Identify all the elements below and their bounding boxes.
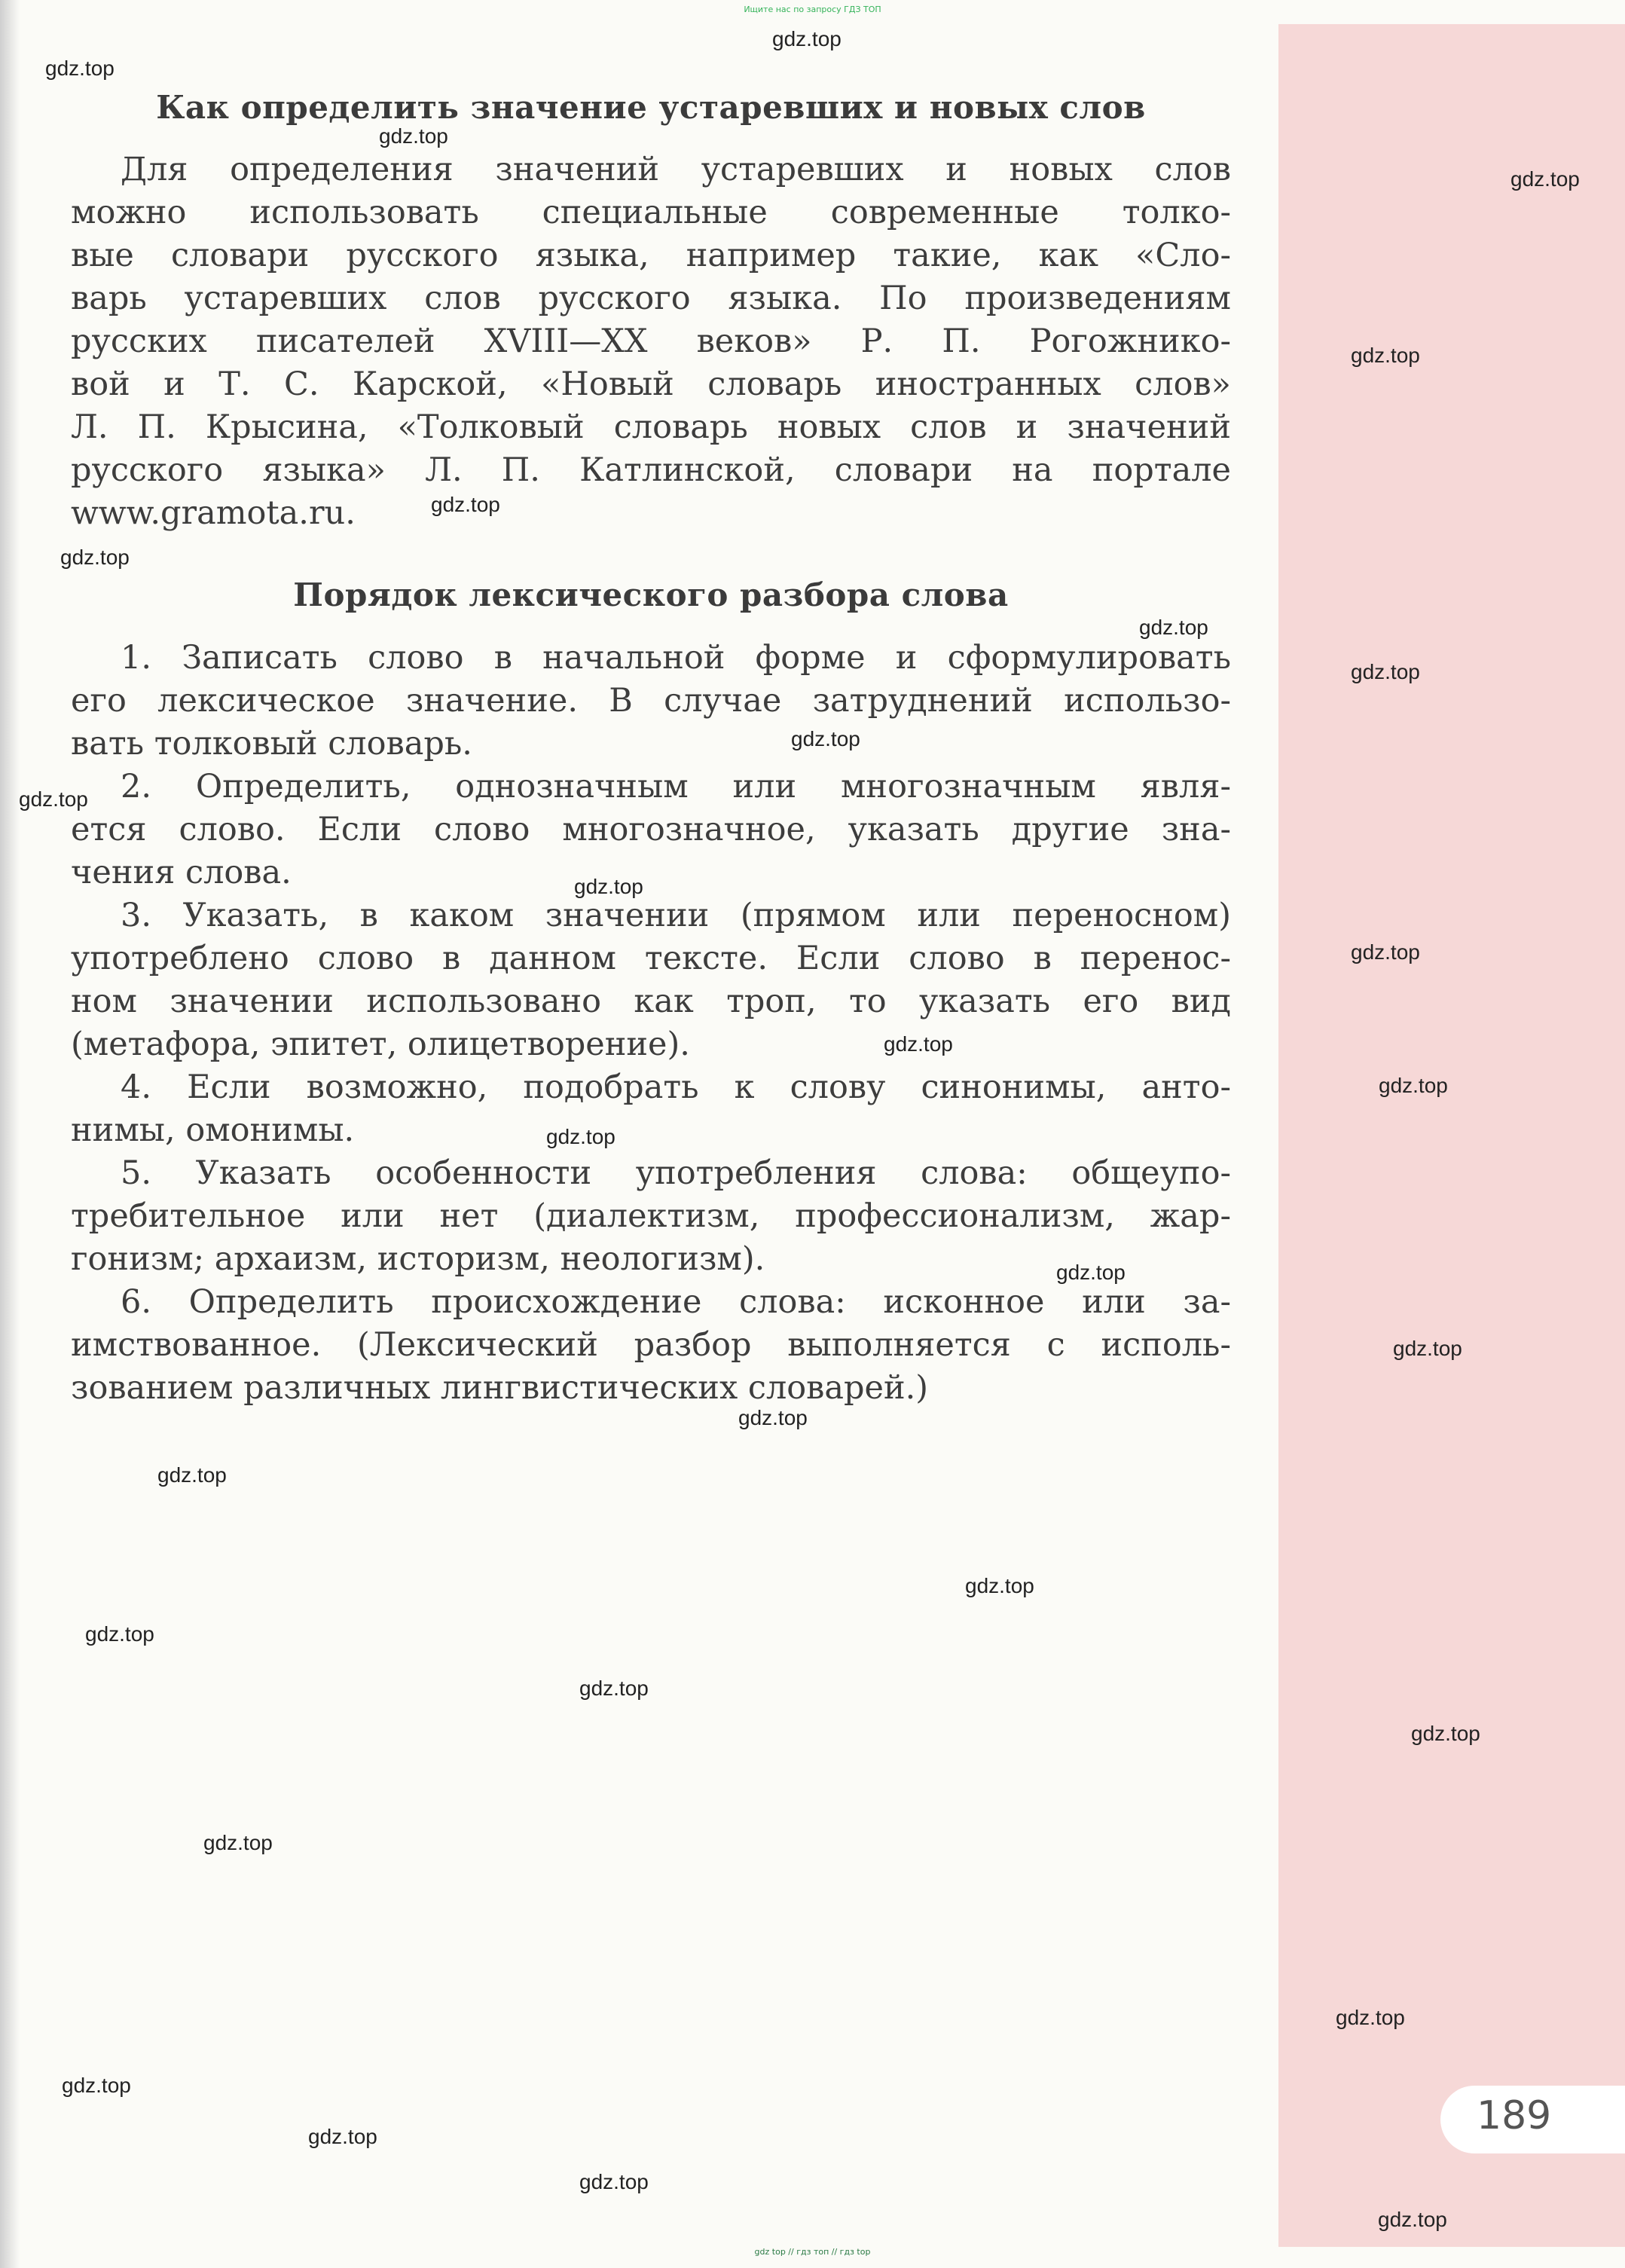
watermark: gdz.top — [1351, 344, 1420, 367]
watermark: gdz.top — [1139, 616, 1208, 639]
watermark: gdz.top — [574, 875, 643, 898]
watermark: gdz.top — [19, 787, 88, 811]
text-line: гонизм; архаизм, историзм, неологизм). — [71, 1240, 765, 1278]
watermark: gdz.top — [1510, 167, 1580, 191]
watermark: gdz.top — [85, 1622, 154, 1646]
text-line: (метафора, эпитет, олицетворение). — [71, 1025, 690, 1063]
watermark: gdz.top — [579, 2170, 649, 2193]
list-item-1: 1. Записать слово в начальной форме и сформулировать — [121, 639, 1231, 677]
text-line: ном значении использовано как троп, то указать его вид — [71, 983, 1231, 1020]
list-item-2: 2. Определить, однозначным или многозначным явля- — [121, 768, 1231, 805]
watermark: gdz.top — [431, 493, 500, 516]
text-line: имствованное. (Лексический разбор выполняется с исполь- — [71, 1326, 1231, 1364]
text-line: можно использовать специальные современные толко- — [71, 194, 1231, 231]
text-line: требительное или нет (диалектизм, профессионализм, жар- — [71, 1197, 1231, 1235]
watermark: gdz.top — [1379, 1074, 1448, 1097]
watermark: gdz.top — [60, 546, 130, 569]
text-line: русского языка» Л. П. Катлинской, словари на портале — [71, 451, 1231, 489]
watermark: gdz.top — [772, 27, 842, 50]
watermark: gdz.top — [884, 1032, 953, 1056]
watermark: gdz.top — [45, 57, 115, 80]
watermark: gdz.top — [1378, 2208, 1447, 2231]
text-line: чения слова. — [71, 854, 292, 891]
watermark: gdz.top — [62, 2074, 131, 2097]
page-number: 189 — [1477, 2093, 1552, 2138]
text-line: варь устаревших слов русского языка. По произведениям — [71, 280, 1231, 317]
top-banner: Ищите нас по запросу ГДЗ ТОП — [744, 5, 881, 14]
section2-list — [71, 637, 1231, 1410]
watermark: gdz.top — [157, 1463, 227, 1487]
text-line: Л. П. Крысина, «Толковый словарь новых слов и значений — [71, 408, 1231, 446]
bottom-banner: gdz top // гдз топ // гдз top — [754, 2247, 871, 2257]
page-gutter-shade — [0, 0, 20, 2268]
watermark: gdz.top — [1351, 940, 1420, 964]
watermark: gdz.top — [1393, 1337, 1462, 1360]
watermark: gdz.top — [1351, 660, 1420, 683]
text-line: зованием различных лингвистических словарей.) — [71, 1369, 929, 1407]
list-item-4: 4. Если возможно, подобрать к слову синонимы, анто- — [121, 1068, 1231, 1106]
watermark: gdz.top — [791, 727, 860, 750]
text-line: вой и Т. С. Карской, «Новый словарь иностранных слов» — [71, 365, 1231, 403]
list-item-3: 3. Указать, в каком значении (прямом или переносном) — [121, 897, 1231, 934]
watermark: gdz.top — [1411, 1722, 1480, 1745]
text-line: www.gramota.ru. — [71, 494, 356, 532]
text-line: русских писателей XVIII—XX веков» Р. П. Рогожнико- — [71, 322, 1231, 360]
pink-margin-strip — [1278, 24, 1625, 2247]
text-line: нимы, омонимы. — [71, 1111, 355, 1149]
watermark: gdz.top — [965, 1574, 1034, 1597]
watermark: gdz.top — [579, 1677, 649, 1700]
section2-title: Порядок лексического разбора слова — [293, 576, 1009, 613]
text-line: его лексическое значение. В случае затруднений использо- — [71, 682, 1231, 720]
text-line: употреблено слово в данном тексте. Если слово в перенос- — [71, 940, 1231, 977]
text-line: вые словари русского языка, например такие, как «Сло- — [71, 237, 1231, 274]
watermark: gdz.top — [738, 1406, 808, 1429]
list-item-6: 6. Определить происхождение слова: исконное или за- — [121, 1283, 1231, 1321]
text-line: вать толковый словарь. — [71, 725, 472, 763]
watermark: gdz.top — [1336, 2006, 1405, 2029]
watermark: gdz.top — [546, 1125, 615, 1148]
section1-title: Как определить значение устаревших и новых слов — [156, 89, 1146, 126]
watermark: gdz.top — [379, 124, 448, 148]
watermark: gdz.top — [308, 2125, 377, 2148]
watermark: gdz.top — [1056, 1261, 1126, 1284]
watermark: gdz.top — [203, 1831, 273, 1854]
section1-paragraph — [71, 148, 1231, 535]
list-item-5: 5. Указать особенности употребления слова: общеупо- — [121, 1154, 1231, 1192]
text-line: ется слово. Если слово многозначное, указать другие зна- — [71, 811, 1231, 848]
text-line: Для определения значений устаревших и новых слов — [121, 151, 1231, 188]
